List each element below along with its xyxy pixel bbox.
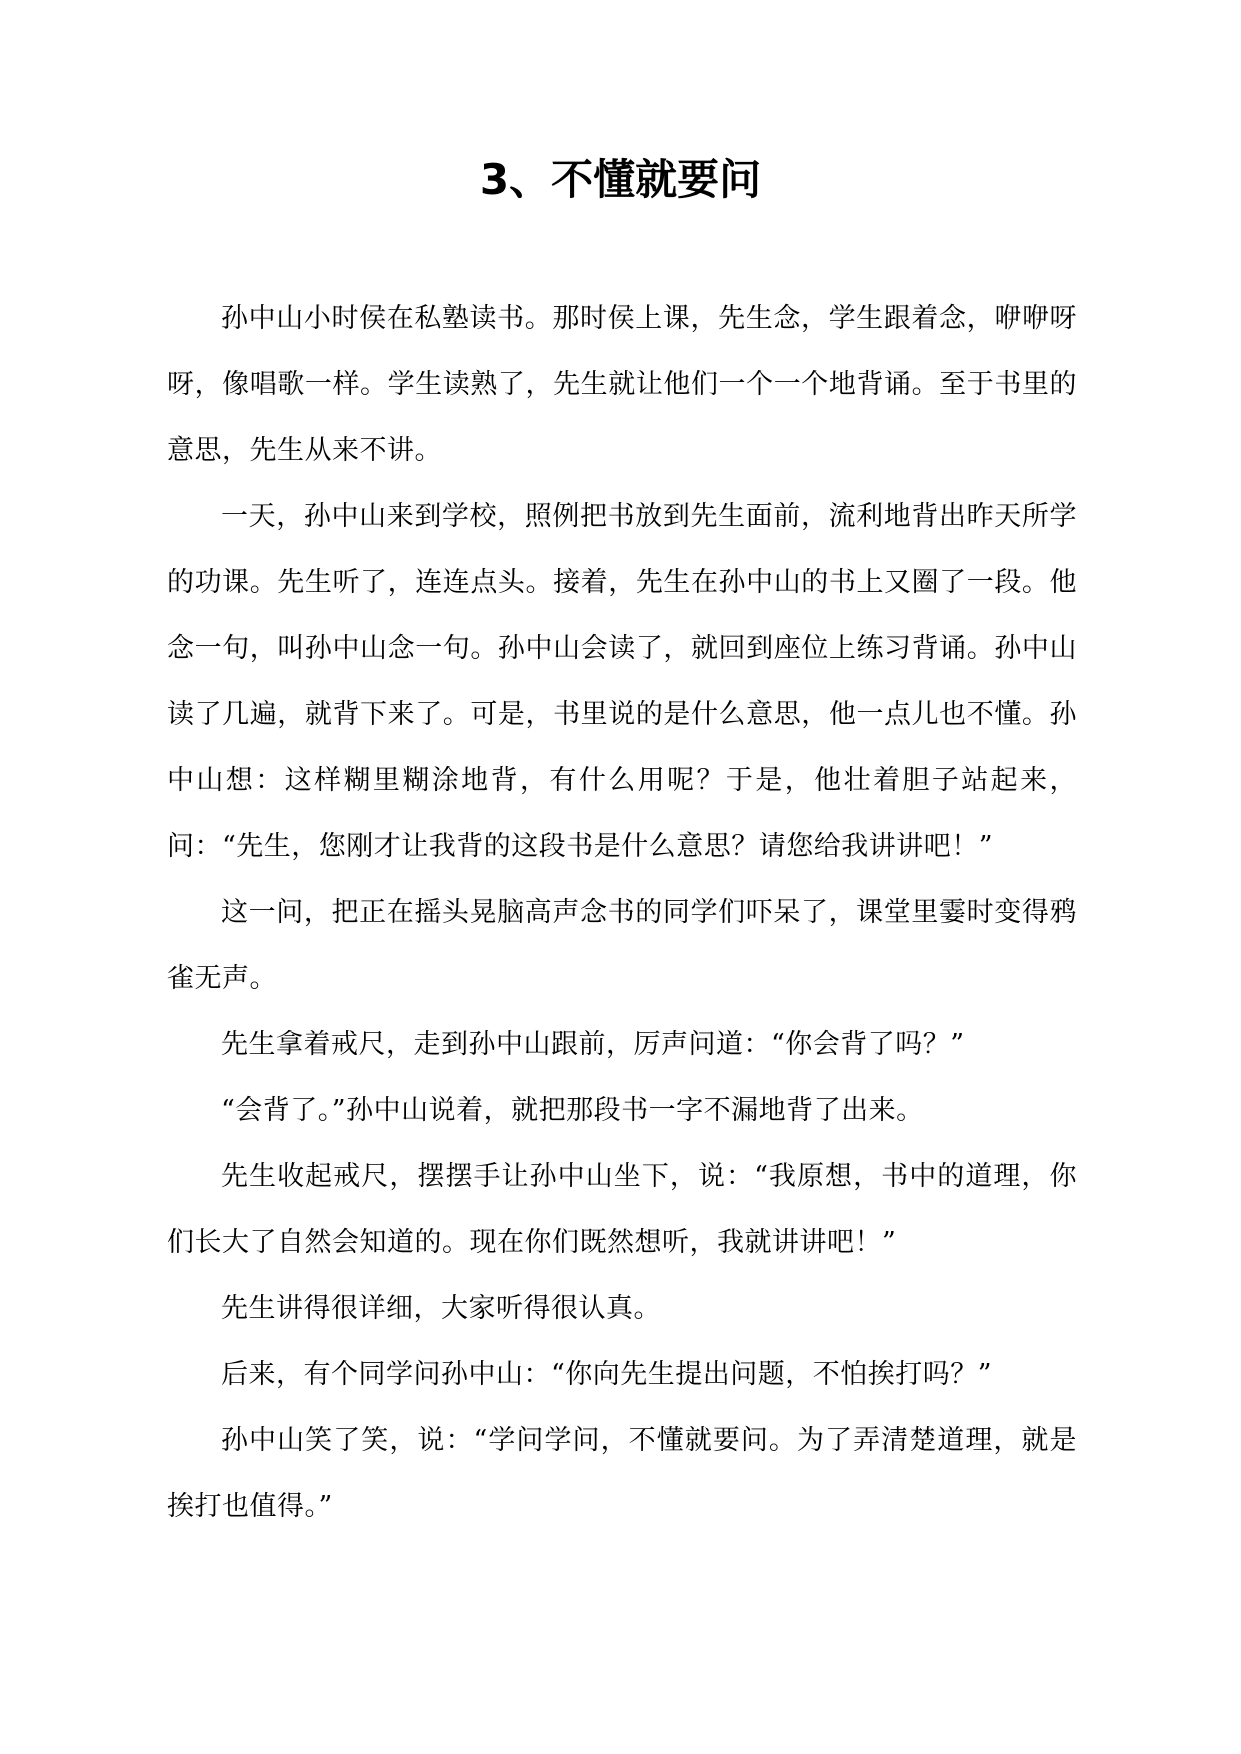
paragraph-9: 孙中山笑了笑，说：“学问学问，不懂就要问。为了弄清楚道理，就是挨打也值得。”	[167, 1425, 1077, 1522]
paragraph-6: 先生收起戒尺，摆摆手让孙中山坐下，说：“我原想，书中的道理，你们长大了自然会知道的。现在你们既然想听，我就讲讲吧！”	[167, 1161, 1077, 1258]
paragraph-5: “会背了。”孙中山说着，就把那段书一字不漏地背了出来。	[221, 1095, 924, 1126]
paragraph-1: 孙中山小时侯在私塾读书。那时侯上课，先生念，学生跟着念，咿咿呀呀，像唱歌一样。学生读熟了，先生就让他们一个一个地背诵。至于书里的意思，先生从来不讲。	[167, 303, 1077, 466]
document-body	[167, 286, 1077, 1540]
paragraph-7: 先生讲得很详细，大家听得很认真。	[221, 1293, 661, 1324]
document-title: 3、不懂就要问	[479, 155, 762, 204]
paragraph-3: 这一问，把正在摇头晃脑高声念书的同学们吓呆了，课堂里霎时变得鸦雀无声。	[167, 897, 1077, 994]
paragraph-4: 先生拿着戒尺，走到孙中山跟前，厉声问道：“你会背了吗？”	[221, 1029, 965, 1060]
paragraph-2: 一天，孙中山来到学校，照例把书放到先生面前，流利地背出昨天所学的功课。先生听了，连连点头。接着，先生在孙中山的书上又圈了一段。他念一句，叫孙中山念一句。孙中山会读了，就回到座位上练习背诵。孙中山读了几遍，就背下来了。可是，书里说的是什么意思，他一点儿也不懂。孙中山想：这样糊里糊涂地背，有什么用呢？于是，他壮着胆子站起来，问：“先生，您刚才让我背的这段书是什么意思？请您给我讲讲吧！”	[167, 501, 1077, 862]
paragraph-8: 后来，有个同学问孙中山：“你向先生提出问题，不怕挨打吗？”	[221, 1359, 993, 1390]
